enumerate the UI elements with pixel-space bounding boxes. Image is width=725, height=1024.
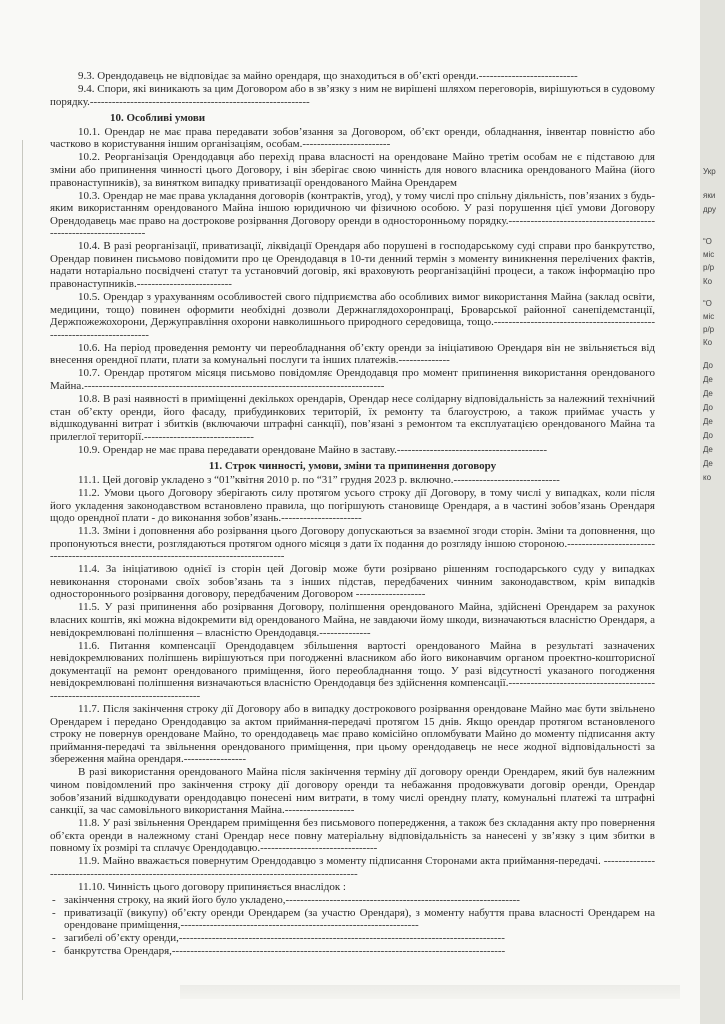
clause-11-8: 11.8. У разі звільнення Орендарем приміщення без письмового попередження, а також без складання акту про повернення об’єкта оренди в належному стані Орендар несе повну матеріальну відповідальність за нанесені у зв’язку з цим збитки в повному їх розмірі та сплачує Орендодавцю.-------------------------------- [50, 817, 655, 855]
clause-10-5: 10.5. Орендар з урахуванням особливостей свого підприємства або особливих вимог використання Майна (заклад освіти, медицини, тощо) повинен оформити необхідні дозволи Держнаглядохоронпраці, Броварської районної санепідемстанції, Держпожежохорони, Держуправління охорони навколишнього природного середовища, тощо.----------------------------------------------------------------------- [50, 291, 655, 341]
adjacent-fragment: р/р [703, 263, 715, 272]
scan-shadow [180, 985, 680, 999]
clause-10-1: 10.1. Орендар не має права передавати зобов’язання за Договором, об’єкт оренди, обладнання, інвентар повністю або частково в користування іншим організаціям, особам.------------------------ [50, 125, 655, 151]
adjacent-fragment: міс [703, 312, 715, 321]
adjacent-fragment: Ко [703, 277, 713, 286]
scan-edge-line [22, 140, 23, 1000]
clause-11-10: 11.10. Чинність цього договору припиняється внаслідок : [78, 880, 346, 893]
clause-11-7-continued: В разі використання орендованого Майна після закінчення терміну дії договору оренди Орендарем, який був належним чином повідомлений про закінчення строку дії договору оренди та небажання продовжувати договір оренди, Орендар зобов’язаний відшкодувати орендодавцю понесені ним витрати, в тому числі орендну плату, комунальні платежі та штрафні санкції, за час самовільного використання Майна.------------------- [50, 766, 655, 817]
termination-item: - загибелі об’єкту оренди,----------------------------------------------------------------------------------------- [50, 932, 655, 945]
adjacent-fragment: “О [703, 299, 712, 308]
page-content [50, 70, 655, 958]
adjacent-fragment: Де [703, 389, 713, 398]
clause-10-8: 10.8. В разі наявності в приміщенні декількох орендарів, Орендар несе солідарну відповідальність за належний технічний стан об’єкту оренди, його фасаду, прибудинкових територій, їх ремонту та благоустрою, а також приймає участь у відшкодуванні витрат і збитків (включаючи штрафні санкції), пов’язані з ремонтом та експлуатацією орендованого Майна та прилеглої території.------------------------------ [50, 392, 655, 443]
clause-10-9: 10.9. Орендар не має права передавати орендоване Майно в заставу.----------------------------------------- [78, 443, 548, 456]
clause-11-5: 11.5. У разі припинення або розірвання Договору, поліпшення орендованого Майна, здійснені Орендарем за рахунок власних коштів, які можна відокремити від орендованого Майна, не завдаючи йому шкоди, визначаються власністю Орендаря, а невідокремлювані поліпшення – власністю Орендодавця.-------------- [50, 601, 655, 639]
termination-item: - закінчення строку, на який його було укладено,---------------------------------------------------------------- [50, 894, 655, 907]
adjacent-fragment: Де [703, 459, 713, 468]
clause-10-2: 10.2. Реорганізація Орендодавця або перехід права власності на орендоване Майно третім особам не є підставою для зміни або припинення чинності цього Договору, і він зберігає свою чинність для нового власника орендованого Майна (його правонаступників), за винятком випадку приватизації орендованого Майна Орендарем [50, 151, 655, 189]
adjacent-fragment: Укр [703, 167, 716, 176]
adjacent-fragment: До [703, 431, 713, 440]
adjacent-fragment: Ко [703, 338, 713, 347]
adjacent-fragment: р/р [703, 325, 715, 334]
adjacent-page-strip [700, 0, 725, 1024]
section-11-heading: 11. Строк чинності, умови, зміни та припинення договору [208, 460, 497, 473]
adjacent-fragment: ко [703, 473, 712, 482]
adjacent-fragment: Де [703, 417, 713, 426]
section-10-heading: 10. Особливі умови [110, 112, 206, 125]
adjacent-fragment: До [703, 403, 713, 412]
clause-9-4: 9.4. Спори, які виникають за цим Договором або в зв’язку з ним не вирішені шляхом переговорів, вирішуються в судовому порядку.------------------------------------------------------------ [50, 82, 655, 108]
clause-11-2: 11.2. Умови цього Договору зберігають силу протягом усього строку дії Договору, в тому числі у випадках, коли після його укладення законодавством встановлено правила, що погіршують становище Орендаря, а в частині зобов’язань Орендаря щодо орендної плати - до виконання зобов’язань.---------------------- [50, 486, 655, 525]
clause-10-7: 10.7. Орендар протягом місяця письмово повідомляє Орендодавця про момент припинення використання орендованого Майна.---------------------------------------------------------------------------------- [50, 367, 655, 392]
clause-10-6: 10.6. На період проведення ремонту чи переобладнання об’єкту оренди за ініціативою Орендаря він не звільняється від внесення орендної плати, плати за комунальні послуги та інших платежів.-------------- [50, 341, 655, 367]
clause-11-4: 11.4. За ініціативою однієї із сторін цей Договір може бути розірвано рішенням господарського суду у випадках невиконання сторонами своїх зобов’язань та з інших підстав, передбачених чинним законодавством, крім випадків одностороннього розірвання договору, передбаченим Договором ------------------- [50, 563, 655, 601]
clause-11-9: 11.9. Майно вважається повернутим Орендодавцю з моменту підписання Сторонами акта приймання-передачі. -------------------------------------------------------------------------------------------------- [50, 855, 655, 880]
adjacent-fragment: яки [703, 191, 716, 200]
clause-11-3: 11.3. Зміни і доповнення або розірвання цього Договору допускаються за взаємної згоди сторін. Зміни та доповнення, що пропонуються внести, розглядаються протягом одного місяця з дати їх подання до розгляду іншою стороною.---------------------------------------------------------------------------------------- [50, 525, 655, 563]
clause-9-3: 9.3. Орендодавець не відповідає за майно орендаря, що знаходиться в об’єкті оренди.--------------------------- [78, 70, 578, 82]
adjacent-fragment: міс [703, 250, 715, 259]
clause-10-4: 10.4. В разі реорганізації, приватизації, ліквідації Орендаря або порушені в господарському суді справи про банкрутство, Орендар повинен письмово повідомити про це Орендодавця в 10-ти денний термін з моменту виникнення перелічених фактів, надати нотаріально посвідчені статут та установчий договір, які враховують реорганізаційні процеси, а також інформацію про правонаступників.-------------------------- [50, 240, 655, 291]
adjacent-fragment: Де [703, 445, 713, 454]
clause-11-1: 11.1. Цей договір укладено з “01”квітня 2010 р. по “31” грудня 2023 р. включно.----------------------------- [78, 473, 560, 486]
adjacent-fragment: До [703, 361, 713, 370]
adjacent-fragment: Де [703, 375, 713, 384]
clause-11-7: 11.7. Після закінчення строку дії Договору або в випадку дострокового розірвання орендоване Майно має бути звільнено Орендарем і передано Орендодавцю за актом приймання-передачі протягом 15 днів. Якщо орендар протягом встановленого строку не повернув орендоване Майно, то орендодавець має право комісійно опломбувати Майно до моменту підписання акту приймання-передачі та звільнення орендованого приміщення, при цьому орендодавець не несе жодної відповідальності за збереження майна орендаря.----------------- [50, 702, 655, 766]
clause-11-6: 11.6. Питання компенсації Орендодавцем збільшення вартості орендованого Майна в результаті зазначених невідокремлюваних поліпшень вирішуються при погодженні власником або його виконавчим органом проектно-кошторисної документації на ремонт орендованого приміщення, його переобладнання тощо. У разі відсутності указаного погодження невідокремлювані поліпшення визначаються власністю Орендодавця без здійснення компенсації.--------------------------------------------------------------------------------- [50, 639, 655, 702]
adjacent-fragment: “О [703, 237, 712, 246]
termination-item: - приватизації (викупу) об’єкту оренди Орендарем (за участю Орендаря), з моменту набуття права власності Орендарем на орендоване приміщення,----------------------------------------------------------------- [50, 907, 655, 932]
clause-10-3: 10.3. Орендар не має права укладання договорів (контрактів, угод), у тому числі про спільну діяльність, пов’язаних з будь-яким використанням орендованого Майна іншою юридичною чи фізичною особою. У разі порушення цієї умови Договору Орендодавець має право на дострокове розірвання Договору оренди в односторонньому порядку.------------------------------------------------------------------ [50, 189, 655, 240]
termination-item: - банкрутства Орендаря,------------------------------------------------------------------------------------------- [50, 945, 655, 958]
adjacent-fragment: дру [703, 205, 717, 214]
